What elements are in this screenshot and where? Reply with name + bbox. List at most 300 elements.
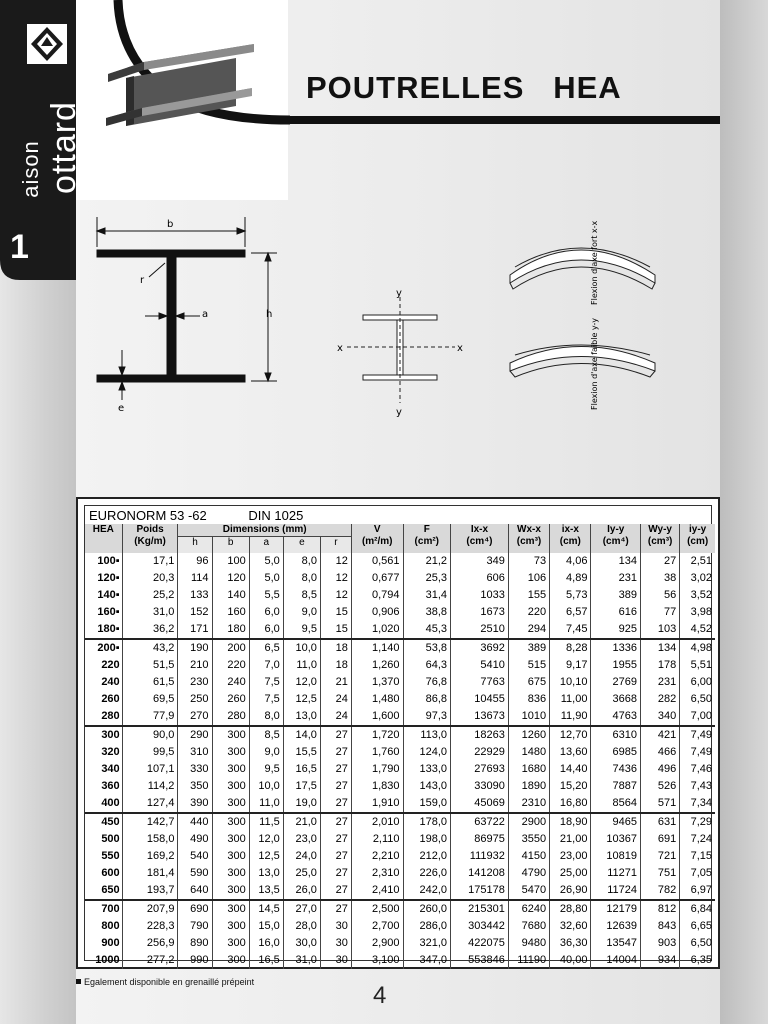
table-cell: 10367 bbox=[591, 831, 641, 848]
table-cell: 5,73 bbox=[550, 587, 591, 604]
table-cell: 27 bbox=[320, 831, 351, 848]
table-cell: 1,910 bbox=[351, 795, 403, 813]
table-cell: 500 bbox=[101, 833, 120, 845]
table-cell: 14,0 bbox=[283, 726, 320, 744]
table-cell: 127,4 bbox=[122, 795, 178, 813]
page-number: 4 bbox=[373, 982, 387, 1009]
table-cell: 13,60 bbox=[550, 744, 591, 761]
table-cell: 169,2 bbox=[122, 848, 178, 865]
table-cell: 27 bbox=[320, 761, 351, 778]
table-cell: 1,600 bbox=[351, 708, 403, 726]
table-cell: 5470 bbox=[508, 882, 549, 900]
table-cell: 6,97 bbox=[680, 882, 715, 900]
table-cell: 36,2 bbox=[122, 621, 178, 639]
table-cell: 27 bbox=[320, 848, 351, 865]
table-cell: 12,0 bbox=[249, 831, 283, 848]
table-cell: 27 bbox=[320, 900, 351, 918]
table-cell: 843 bbox=[641, 918, 680, 935]
table-row bbox=[85, 553, 715, 570]
table-cell: 4,52 bbox=[680, 621, 715, 639]
table-cell: 925 bbox=[591, 621, 641, 639]
table-cell: 1,830 bbox=[351, 778, 403, 795]
table-cell: 77,9 bbox=[122, 708, 178, 726]
col-b: b bbox=[212, 537, 249, 554]
table-cell: 114 bbox=[178, 570, 212, 587]
table-cell: 7,46 bbox=[680, 761, 715, 778]
table-cell: 606 bbox=[451, 570, 509, 587]
table-cell: 600 bbox=[101, 867, 120, 879]
col-wxx: Wx-x (cm³) bbox=[508, 524, 549, 553]
table-cell: 26,90 bbox=[550, 882, 591, 900]
table-cell: 9480 bbox=[508, 935, 549, 952]
table-cell: 160 bbox=[212, 604, 249, 621]
table-cell: 8564 bbox=[591, 795, 641, 813]
table-cell: 6,0 bbox=[249, 621, 283, 639]
table-cell: 124,0 bbox=[403, 744, 451, 761]
table-row bbox=[85, 674, 715, 691]
table-cell: 300 bbox=[212, 761, 249, 778]
table-row bbox=[85, 639, 715, 657]
table-cell: 24 bbox=[320, 708, 351, 726]
table-cell: 2769 bbox=[591, 674, 641, 691]
norm-euronorm: EURONORM 53 -62 bbox=[89, 508, 207, 523]
table-cell: 12 bbox=[320, 553, 351, 570]
table-cell: 231 bbox=[591, 570, 641, 587]
table-cell: 496 bbox=[641, 761, 680, 778]
table-cell: 6,0 bbox=[249, 604, 283, 621]
table-cell: 300 bbox=[212, 935, 249, 952]
table-row bbox=[85, 848, 715, 865]
table-cell: 25,00 bbox=[550, 865, 591, 882]
table-cell: 240 bbox=[101, 676, 120, 688]
table-cell: 15 bbox=[320, 621, 351, 639]
table-cell: 64,3 bbox=[403, 657, 451, 674]
table-cell: 9,5 bbox=[283, 621, 320, 639]
table-cell: 10,0 bbox=[283, 639, 320, 657]
table-cell: 77 bbox=[641, 604, 680, 621]
table-row bbox=[85, 726, 715, 744]
table-cell: 7763 bbox=[451, 674, 509, 691]
table-cell: 63722 bbox=[451, 813, 509, 831]
hea-properties-table bbox=[85, 524, 715, 969]
table-cell: 198,0 bbox=[403, 831, 451, 848]
table-cell: 280 bbox=[212, 708, 249, 726]
col-iy: iy-y (cm) bbox=[680, 524, 715, 553]
table-cell: 97,3 bbox=[403, 708, 451, 726]
table-cell: 515 bbox=[508, 657, 549, 674]
table-cell: 2,500 bbox=[351, 900, 403, 918]
table-cell: 69,5 bbox=[122, 691, 178, 708]
table-cell: 228,3 bbox=[122, 918, 178, 935]
table-cell: 836 bbox=[508, 691, 549, 708]
table-cell: 6985 bbox=[591, 744, 641, 761]
i-beam-profile bbox=[97, 250, 245, 382]
table-cell: 0,794 bbox=[351, 587, 403, 604]
table-cell: 86975 bbox=[451, 831, 509, 848]
table-cell: 25,0 bbox=[283, 865, 320, 882]
table-cell: 13,0 bbox=[249, 865, 283, 882]
table-cell: 277,2 bbox=[122, 952, 178, 969]
col-r: r bbox=[320, 537, 351, 554]
table-cell: 90,0 bbox=[122, 726, 178, 744]
table-cell: 340 bbox=[641, 708, 680, 726]
table-cell: 231 bbox=[641, 674, 680, 691]
table-cell: 210 bbox=[178, 657, 212, 674]
table-cell: 7,05 bbox=[680, 865, 715, 882]
table-cell: 9,17 bbox=[550, 657, 591, 674]
table-cell: 300 bbox=[212, 900, 249, 918]
label-x-left: x bbox=[337, 343, 343, 354]
table-cell: 27 bbox=[320, 813, 351, 831]
table-cell: 389 bbox=[508, 639, 549, 657]
flex-strong-label: Flexion d'axe fort x-x bbox=[590, 220, 599, 305]
table-cell: 15,20 bbox=[550, 778, 591, 795]
table-cell: 56 bbox=[641, 587, 680, 604]
table-cell: 6,65 bbox=[680, 918, 715, 935]
table-cell: 300 bbox=[212, 813, 249, 831]
footnote-text: Egalement disponible en grenaillé prépeint bbox=[84, 977, 255, 987]
table-cell: 2,010 bbox=[351, 813, 403, 831]
table-cell: 23,00 bbox=[550, 848, 591, 865]
table-cell: 155 bbox=[508, 587, 549, 604]
table-cell: 45,3 bbox=[403, 621, 451, 639]
table-cell: 8,0 bbox=[283, 553, 320, 570]
table-cell: 9465 bbox=[591, 813, 641, 831]
table-cell: 700 bbox=[85, 900, 122, 918]
table-cell: 616 bbox=[591, 604, 641, 621]
table-cell: 4,89 bbox=[550, 570, 591, 587]
table-cell: 1,480 bbox=[351, 691, 403, 708]
table-cell: 1890 bbox=[508, 778, 549, 795]
table-cell: 8,5 bbox=[249, 726, 283, 744]
table-cell: 18 bbox=[320, 657, 351, 674]
table-cell: 30,0 bbox=[283, 935, 320, 952]
table-cell: 1010 bbox=[508, 708, 549, 726]
table-cell: 751 bbox=[641, 865, 680, 882]
table-row bbox=[85, 935, 715, 952]
table-cell: 175178 bbox=[451, 882, 509, 900]
table-cell: 12,5 bbox=[249, 848, 283, 865]
table-cell: 1336 bbox=[591, 639, 641, 657]
table-cell: 550 bbox=[101, 850, 120, 862]
table-cell: 178 bbox=[641, 657, 680, 674]
table-cell: 890 bbox=[178, 935, 212, 952]
table-row bbox=[85, 900, 715, 918]
table-cell: 226,0 bbox=[403, 865, 451, 882]
table-cell: 3550 bbox=[508, 831, 549, 848]
table-cell: 16,0 bbox=[249, 935, 283, 952]
table-cell: 6,5 bbox=[249, 639, 283, 657]
table-cell: 140▪ bbox=[97, 589, 120, 601]
table-cell: 640 bbox=[178, 882, 212, 900]
table-cell: 790 bbox=[178, 918, 212, 935]
col-dimensions: Dimensions (mm) bbox=[178, 524, 351, 537]
table-cell: 6,00 bbox=[680, 674, 715, 691]
table-cell: 7436 bbox=[591, 761, 641, 778]
col-e: e bbox=[283, 537, 320, 554]
table-cell: 2,900 bbox=[351, 935, 403, 952]
table-row bbox=[85, 882, 715, 900]
table-row bbox=[85, 795, 715, 813]
table-cell: 389 bbox=[591, 587, 641, 604]
table-cell: 7,5 bbox=[249, 674, 283, 691]
col-h: h bbox=[178, 537, 212, 554]
table-cell: 7680 bbox=[508, 918, 549, 935]
table-cell: 143,0 bbox=[403, 778, 451, 795]
table-cell: 190 bbox=[178, 639, 212, 657]
table-cell: 300 bbox=[212, 778, 249, 795]
table-row bbox=[85, 604, 715, 621]
table-cell: 490 bbox=[178, 831, 212, 848]
table-cell: 15,0 bbox=[249, 918, 283, 935]
table-cell: 1,720 bbox=[351, 726, 403, 744]
section-diagram bbox=[85, 205, 710, 435]
table-cell: 171 bbox=[178, 621, 212, 639]
table-cell: 7,43 bbox=[680, 778, 715, 795]
table-cell: 1680 bbox=[508, 761, 549, 778]
table-cell: 303442 bbox=[451, 918, 509, 935]
table-cell: 134 bbox=[591, 553, 641, 570]
table-cell: 13547 bbox=[591, 935, 641, 952]
table-cell: 61,5 bbox=[122, 674, 178, 691]
table-row bbox=[85, 708, 715, 726]
table-cell: 220 bbox=[101, 659, 120, 671]
table-cell: 294 bbox=[508, 621, 549, 639]
table-cell: 152 bbox=[178, 604, 212, 621]
table-cell: 30 bbox=[320, 952, 351, 969]
table-cell: 22929 bbox=[451, 744, 509, 761]
table-cell: 340 bbox=[101, 763, 120, 775]
table-cell: 8,28 bbox=[550, 639, 591, 657]
table-cell: 10,10 bbox=[550, 674, 591, 691]
col-f: F (cm²) bbox=[403, 524, 451, 553]
table-cell: 12,5 bbox=[283, 691, 320, 708]
table-row bbox=[85, 621, 715, 639]
table-cell: 16,5 bbox=[283, 761, 320, 778]
table-cell: 212,0 bbox=[403, 848, 451, 865]
table-cell: 7,29 bbox=[680, 813, 715, 831]
table-cell: 6,50 bbox=[680, 935, 715, 952]
col-hea: HEA bbox=[85, 524, 122, 553]
table-cell: 13,5 bbox=[249, 882, 283, 900]
norm-din: DIN 1025 bbox=[248, 508, 304, 523]
table-cell: 160▪ bbox=[97, 606, 120, 618]
table-row bbox=[85, 865, 715, 882]
table-cell: 260,0 bbox=[403, 900, 451, 918]
steel-beam-illustration bbox=[104, 40, 264, 135]
table-cell: 159,0 bbox=[403, 795, 451, 813]
axes-profile bbox=[347, 297, 455, 403]
col-v: V (m²/m) bbox=[351, 524, 403, 553]
table-cell: 21 bbox=[320, 674, 351, 691]
table-cell: 7,45 bbox=[550, 621, 591, 639]
table-cell: 300 bbox=[212, 882, 249, 900]
col-iyy: Iy-y (cm⁴) bbox=[591, 524, 641, 553]
table-cell: 11271 bbox=[591, 865, 641, 882]
table-cell: 2900 bbox=[508, 813, 549, 831]
table-cell: 1000 bbox=[95, 954, 120, 966]
table-cell: 31,0 bbox=[283, 952, 320, 969]
table-cell: 450 bbox=[85, 813, 122, 831]
table-cell: 4790 bbox=[508, 865, 549, 882]
table-cell: 18 bbox=[320, 639, 351, 657]
table-cell: 21,2 bbox=[403, 553, 451, 570]
table-cell: 15,5 bbox=[283, 744, 320, 761]
table-cell: 300 bbox=[212, 831, 249, 848]
table-cell: 158,0 bbox=[122, 831, 178, 848]
table-cell: 6240 bbox=[508, 900, 549, 918]
table-cell: 812 bbox=[641, 900, 680, 918]
table-cell: 4763 bbox=[591, 708, 641, 726]
table-cell: 390 bbox=[178, 795, 212, 813]
table-cell: 800 bbox=[101, 920, 120, 932]
table-cell: 45069 bbox=[451, 795, 509, 813]
table-cell: 17,5 bbox=[283, 778, 320, 795]
table-row bbox=[85, 691, 715, 708]
table-cell: 7887 bbox=[591, 778, 641, 795]
table-cell: 349 bbox=[451, 553, 509, 570]
table-cell: 5410 bbox=[451, 657, 509, 674]
table-cell: 1,790 bbox=[351, 761, 403, 778]
table-cell: 27 bbox=[320, 865, 351, 882]
table-cell: 7,49 bbox=[680, 726, 715, 744]
label-e: e bbox=[118, 403, 125, 414]
table-cell: 1033 bbox=[451, 587, 509, 604]
col-ixx: Ix-x (cm⁴) bbox=[451, 524, 509, 553]
table-cell: 51,5 bbox=[122, 657, 178, 674]
table-cell: 20,3 bbox=[122, 570, 178, 587]
brand-name bbox=[17, 70, 83, 198]
table-cell: 17,1 bbox=[122, 553, 178, 570]
table-cell: 300 bbox=[212, 744, 249, 761]
table-cell: 13,0 bbox=[283, 708, 320, 726]
table-cell: 330 bbox=[178, 761, 212, 778]
table-cell: 360 bbox=[101, 780, 120, 792]
table-body bbox=[85, 553, 715, 969]
table-cell: 9,0 bbox=[283, 604, 320, 621]
table-cell: 21,00 bbox=[550, 831, 591, 848]
label-a: a bbox=[202, 309, 209, 320]
table-cell: 260 bbox=[101, 693, 120, 705]
table-cell: 3692 bbox=[451, 639, 509, 657]
table-cell: 5,51 bbox=[680, 657, 715, 674]
table-cell: 38 bbox=[641, 570, 680, 587]
table-cell: 31,4 bbox=[403, 587, 451, 604]
table-cell: 675 bbox=[508, 674, 549, 691]
table-cell: 12639 bbox=[591, 918, 641, 935]
table-cell: 286,0 bbox=[403, 918, 451, 935]
table-cell: 11,0 bbox=[249, 795, 283, 813]
table-cell: 18263 bbox=[451, 726, 509, 744]
table-cell: 11,00 bbox=[550, 691, 591, 708]
label-r: r bbox=[140, 275, 145, 286]
table-cell: 5,5 bbox=[249, 587, 283, 604]
table-cell: 300 bbox=[212, 726, 249, 744]
sidebar-gray bbox=[0, 250, 76, 1024]
table-cell: 540 bbox=[178, 848, 212, 865]
table-cell: 270 bbox=[178, 708, 212, 726]
label-y-bottom: y bbox=[396, 407, 402, 418]
table-cell: 10455 bbox=[451, 691, 509, 708]
table-cell: 0,561 bbox=[351, 553, 403, 570]
table-cell: 23,0 bbox=[283, 831, 320, 848]
table-cell: 27 bbox=[320, 778, 351, 795]
table-cell: 106 bbox=[508, 570, 549, 587]
table-cell: 27 bbox=[320, 795, 351, 813]
table-cell: 133,0 bbox=[403, 761, 451, 778]
table-cell: 9,0 bbox=[249, 744, 283, 761]
table-cell: 111932 bbox=[451, 848, 509, 865]
logo-emblem-icon bbox=[27, 24, 67, 64]
col-wyy: Wy-y (cm³) bbox=[641, 524, 680, 553]
table-cell: 5,0 bbox=[249, 570, 283, 587]
table-cell: 260 bbox=[212, 691, 249, 708]
table-row bbox=[85, 570, 715, 587]
bending-strong-axis-sketch bbox=[510, 248, 655, 289]
table-cell: 14004 bbox=[591, 952, 641, 969]
table-cell: 321,0 bbox=[403, 935, 451, 952]
table-cell: 6,35 bbox=[680, 952, 715, 969]
table-cell: 691 bbox=[641, 831, 680, 848]
table-cell: 290 bbox=[178, 726, 212, 744]
footnote bbox=[76, 977, 254, 987]
table-cell: 7,34 bbox=[680, 795, 715, 813]
table-cell: 3,52 bbox=[680, 587, 715, 604]
table-cell: 100▪ bbox=[97, 555, 120, 567]
table-cell: 650 bbox=[101, 884, 120, 896]
table-cell: 200▪ bbox=[85, 639, 122, 657]
table-cell: 103 bbox=[641, 621, 680, 639]
table-cell: 300 bbox=[212, 795, 249, 813]
table-cell: 16,5 bbox=[249, 952, 283, 969]
table-cell: 6,84 bbox=[680, 900, 715, 918]
table-cell: 21,0 bbox=[283, 813, 320, 831]
table-cell: 215301 bbox=[451, 900, 509, 918]
table-cell: 1,260 bbox=[351, 657, 403, 674]
flex-weak-label: Flexion d'axe faible y-y bbox=[590, 318, 599, 410]
table-cell: 590 bbox=[178, 865, 212, 882]
table-cell: 32,60 bbox=[550, 918, 591, 935]
table-cell: 300 bbox=[212, 952, 249, 969]
table-cell: 28,80 bbox=[550, 900, 591, 918]
table-cell: 27693 bbox=[451, 761, 509, 778]
col-poids: Poids (Kg/m) bbox=[122, 524, 178, 553]
table-cell: 27 bbox=[320, 882, 351, 900]
table-cell: 250 bbox=[178, 691, 212, 708]
table-cell: 220 bbox=[508, 604, 549, 621]
table-cell: 142,7 bbox=[122, 813, 178, 831]
right-gray-margin bbox=[720, 0, 768, 1024]
table-cell: 27 bbox=[320, 726, 351, 744]
title-underline bbox=[285, 116, 720, 124]
table-cell: 4,98 bbox=[680, 639, 715, 657]
table-cell: 6,50 bbox=[680, 691, 715, 708]
table-cell: 7,00 bbox=[680, 708, 715, 726]
table-cell: 200 bbox=[212, 639, 249, 657]
table-cell: 1480 bbox=[508, 744, 549, 761]
table-cell: 12 bbox=[320, 570, 351, 587]
table-row bbox=[85, 587, 715, 604]
brand-line-1: aison bbox=[17, 140, 43, 198]
table-cell: 25,3 bbox=[403, 570, 451, 587]
table-cell: 526 bbox=[641, 778, 680, 795]
table-cell: 1,020 bbox=[351, 621, 403, 639]
table-cell: 141208 bbox=[451, 865, 509, 882]
table-cell: 26,0 bbox=[283, 882, 320, 900]
table-cell: 903 bbox=[641, 935, 680, 952]
table-cell: 3668 bbox=[591, 691, 641, 708]
table-cell: 16,80 bbox=[550, 795, 591, 813]
